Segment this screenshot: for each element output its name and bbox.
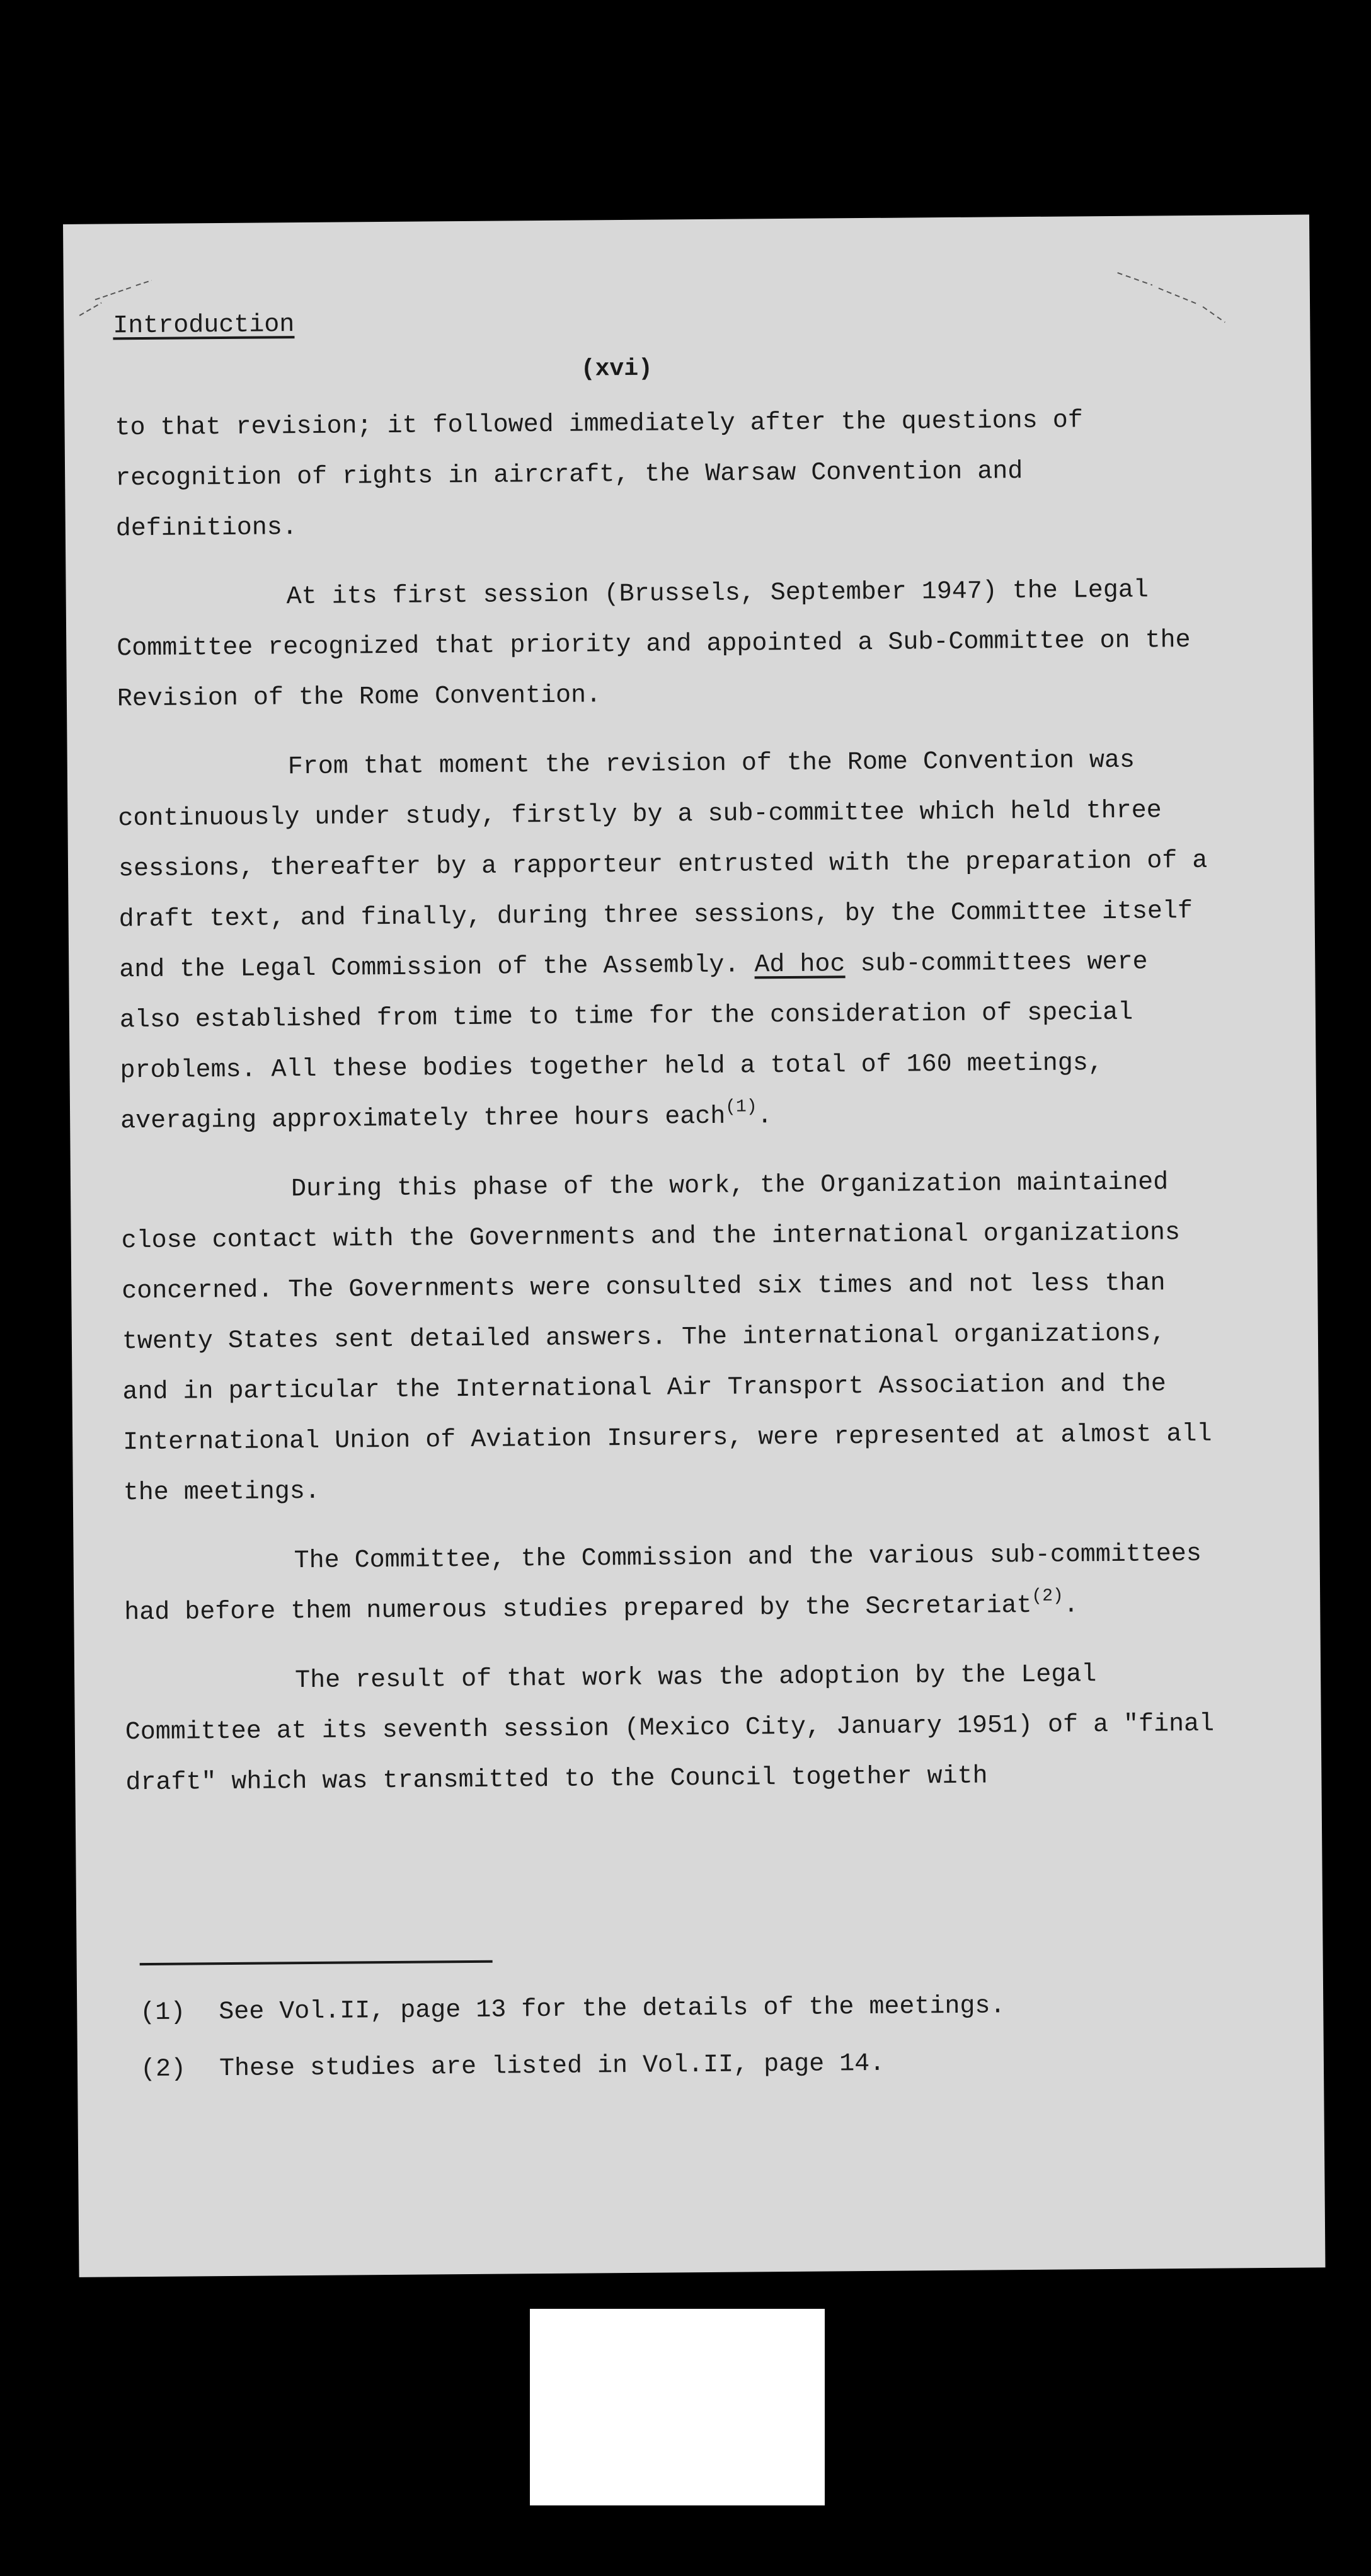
pencil-mark-right xyxy=(1115,268,1229,326)
page-number: (xvi) xyxy=(580,355,653,383)
document-page xyxy=(63,214,1326,2277)
footnote-marker: (2) xyxy=(140,2055,186,2084)
paragraph-4-text: During this phase of the work, the Organization maintained close contact with the Governments and the international organizations concerned. The Governments were consulted six times and not less than twenty States sent detailed answers. The international organizations, and in particular the International Air Transport Association and the International Union of Aviation Insurers, were represented at almost all the meetings. xyxy=(121,1168,1212,1508)
paragraph-1-text: to that revision; it followed immediately after the questions of recognition of rights in aircraft, the Warsaw Convention and definitions. xyxy=(115,406,1083,544)
blank-index-card xyxy=(530,2309,825,2505)
paragraph-indent xyxy=(125,1687,295,1688)
footnote-reference-2: (2) xyxy=(1031,1586,1064,1606)
paragraph-6-text: The result of that work was the adoption by the Legal Committee at its seventh session (Mexico City, January 1951) of a "final draft" which was transmitted to the Council together with xyxy=(125,1660,1215,1798)
paragraph-3-text-before: From that moment the revision of the Rome Convention was continuously under study, firstly by a sub-committee which held three sessions, thereafter by a rapporteur entrusted with the preparation of a draft text, and finally, during three sessions, by the Committee itself and the Legal Commission of the Assembly. xyxy=(118,746,1208,985)
footnote-1 xyxy=(140,1977,1212,2042)
footnotes xyxy=(140,1977,1212,2098)
footnote-marker: (1) xyxy=(140,1998,186,2028)
footnote-divider xyxy=(140,1960,493,1965)
paragraph-5-text: The Committee, the Commission and the various sub-committees had before them numerous studies prepared by the Secretariat xyxy=(124,1539,1202,1628)
footnote-reference-1: (1) xyxy=(725,1097,757,1117)
paragraph-4 xyxy=(121,1158,1220,1519)
paragraph-6 xyxy=(125,1649,1222,1809)
paragraph-3-end: . xyxy=(757,1102,772,1131)
paragraph-5-end: . xyxy=(1063,1591,1079,1620)
paragraph-3-emphasis: Ad hoc xyxy=(754,950,846,980)
footnote-text: See Vol.II, page 13 for the details of the meetings. xyxy=(219,1992,1006,2027)
paragraph-1 xyxy=(115,395,1212,555)
footnote-2 xyxy=(141,2033,1212,2098)
paragraph-indent xyxy=(124,1567,294,1568)
paragraph-3-text-after: sub-committees were also established from time to time for the consideration of special problems. All these bodies together held a total of 160 meetings, averaging approximately three hours each xyxy=(119,948,1148,1136)
paragraph-2-text: At its first session (Brussels, September 1947) the Legal Committee recognized that priority and appointed a Sub-Committee on the Revision of the Rome Convention. xyxy=(117,576,1191,714)
footnote-text: These studies are listed in Vol.II, page 14. xyxy=(219,2049,885,2084)
paragraph-2 xyxy=(116,565,1213,725)
paragraph-3 xyxy=(117,735,1217,1147)
paragraph-5 xyxy=(123,1529,1220,1639)
paragraph-indent xyxy=(121,1195,291,1197)
running-head: Introduction xyxy=(113,311,295,341)
body-text xyxy=(115,395,1222,1828)
paragraph-indent xyxy=(118,773,288,774)
paragraph-indent xyxy=(117,603,287,604)
